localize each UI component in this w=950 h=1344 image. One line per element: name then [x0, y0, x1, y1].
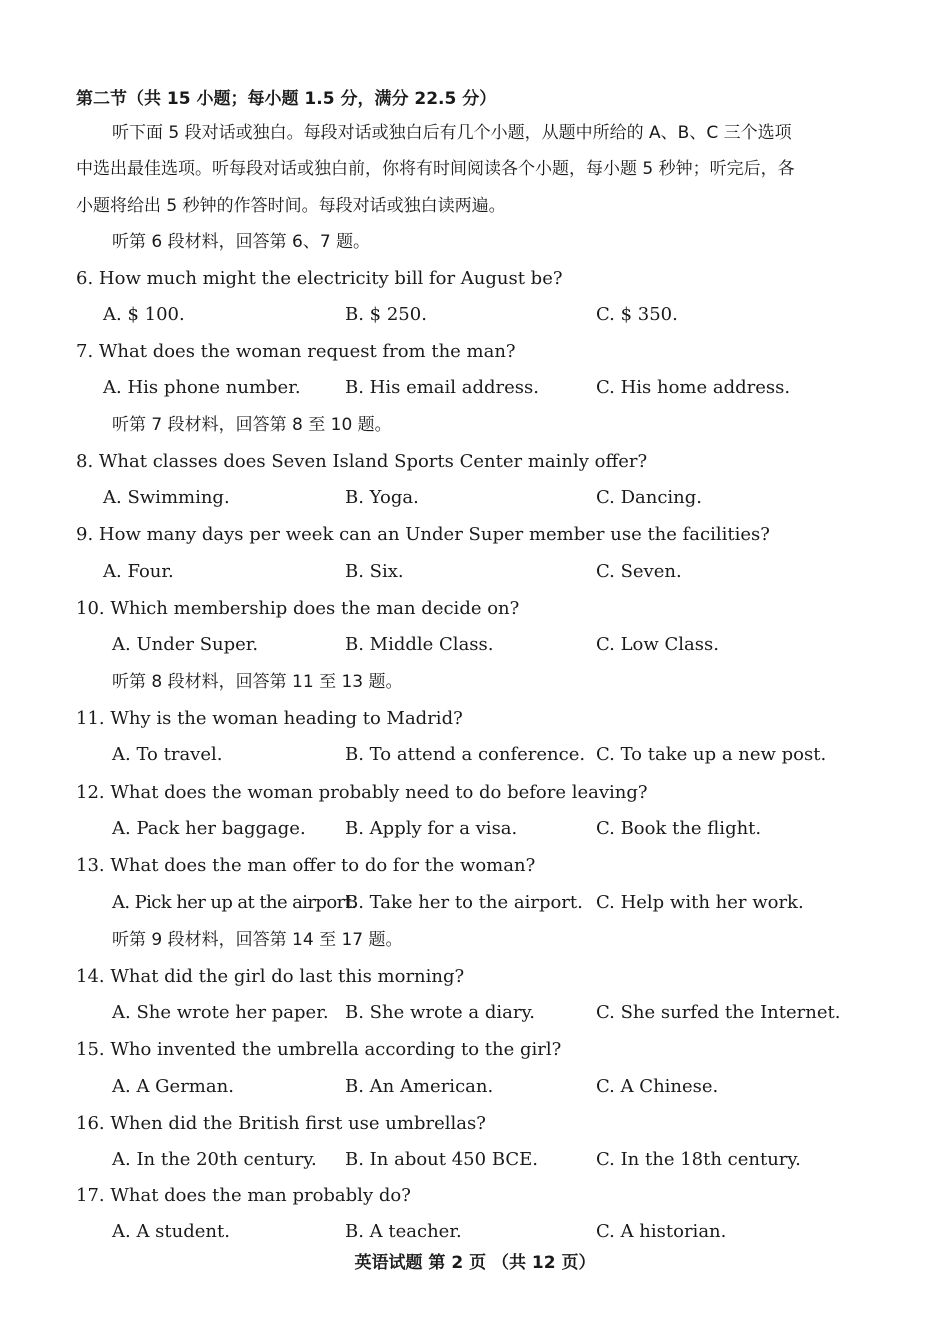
question-14: [76, 965, 464, 989]
question-text: What classes does Seven Island Sports Center mainly offer?: [98, 451, 648, 472]
option-a: A. Four.: [103, 561, 174, 582]
question-6: [76, 267, 563, 291]
option-b: B. A teacher.: [345, 1221, 462, 1242]
group-intro: 听第 9 段材料，回答第 14 至 17 题。: [112, 930, 403, 950]
option-c: C. In the 18th century.: [596, 1149, 801, 1170]
option-a: A. To travel.: [112, 744, 223, 765]
question-number: 12.: [76, 782, 105, 803]
question-text: When did the British first use umbrellas?: [110, 1113, 486, 1134]
option-b: B. Middle Class.: [345, 634, 494, 655]
option-b: B. To attend a conference.: [345, 744, 586, 765]
question-number: 17.: [76, 1185, 105, 1206]
option-b: B. $ 250.: [345, 304, 427, 325]
option-a: A. A German.: [112, 1076, 234, 1097]
option-a: A. In the 20th century.: [112, 1149, 317, 1170]
option-c: C. Seven.: [596, 561, 682, 582]
question-text: Why is the woman heading to Madrid?: [110, 708, 463, 729]
question-text: What does the man probably do?: [110, 1185, 411, 1206]
option-b: B. She wrote a diary.: [345, 1002, 535, 1023]
question-text: Which membership does the man decide on?: [110, 598, 520, 619]
option-b: B. Take her to the airport.: [345, 892, 583, 913]
option-a: A. Pack her baggage.: [112, 818, 306, 839]
option-b: B. His email address.: [345, 377, 540, 398]
option-c: C. His home address.: [596, 377, 791, 398]
option-a: A. She wrote her paper.: [112, 1002, 329, 1023]
option-b: B. Apply for a visa.: [345, 818, 518, 839]
question-number: 16.: [76, 1113, 105, 1134]
option-c: C. She surfed the Internet.: [596, 1002, 841, 1023]
group-intro: 听第 6 段材料，回答第 6、7 题。: [112, 232, 371, 252]
option-a: A. $ 100.: [103, 304, 185, 325]
option-c: C. $ 350.: [596, 304, 678, 325]
question-text: How much might the electricity bill for August be?: [98, 268, 563, 289]
question-11: [76, 707, 463, 731]
option-c: C. Help with her work.: [596, 892, 804, 913]
question-16: [76, 1112, 486, 1136]
question-text: How many days per week can an Under Super member use the facilities?: [98, 524, 770, 545]
question-text: What did the girl do last this morning?: [110, 966, 465, 987]
question-text: What does the man offer to do for the woman?: [110, 855, 536, 876]
option-c: C. Dancing.: [596, 487, 703, 508]
option-a: A. Under Super.: [112, 634, 259, 655]
instruction-line-3: 小题将给出 5 秒钟的作答时间。每段对话或独白读两遍。: [76, 196, 506, 216]
page-footer: 英语试题 第 2 页 （共 12 页）: [354, 1253, 596, 1273]
option-c: C. Low Class.: [596, 634, 719, 655]
instruction-line-2: 中选出最佳选项。听每段对话或独白前，你将有时间阅读各个小题，每小题 5 秒钟；听完后，各: [76, 159, 795, 179]
question-10: [76, 597, 519, 621]
question-text: Who invented the umbrella according to the girl?: [110, 1039, 562, 1060]
question-number: 15.: [76, 1039, 105, 1060]
question-15: [76, 1038, 561, 1062]
group-intro: 听第 8 段材料，回答第 11 至 13 题。: [112, 672, 403, 692]
option-a: A. Swimming.: [103, 487, 230, 508]
option-b: B. Yoga.: [345, 487, 419, 508]
question-number: 7.: [76, 341, 94, 362]
instruction-line-1: 听下面 5 段对话或独白。每段对话或独白后有几个小题，从题中所给的 A、B、C 三个选项: [112, 123, 792, 143]
option-b: B. In about 450 BCE.: [345, 1149, 539, 1170]
question-12: [76, 781, 648, 805]
question-17: [76, 1184, 411, 1208]
option-c: C. A historian.: [596, 1221, 727, 1242]
option-a: A. His phone number.: [103, 377, 301, 398]
question-7: [76, 340, 516, 364]
option-c: C. Book the flight.: [596, 818, 762, 839]
option-c: C. A Chinese.: [596, 1076, 719, 1097]
option-b: B. An American.: [345, 1076, 494, 1097]
question-text: What does the woman probably need to do before leaving?: [110, 782, 648, 803]
section-heading: 第二节（共 15 小题；每小题 1.5 分，满分 22.5 分）: [76, 89, 497, 109]
question-8: [76, 450, 647, 474]
question-number: 9.: [76, 524, 94, 545]
question-13: [76, 854, 535, 878]
option-a: A. Pick her up at the airport.: [112, 892, 357, 913]
question-number: 8.: [76, 451, 94, 472]
question-number: 6.: [76, 268, 94, 289]
option-c: C. To take up a new post.: [596, 744, 827, 765]
group-intro: 听第 7 段材料，回答第 8 至 10 题。: [112, 415, 392, 435]
option-a: A. A student.: [112, 1221, 230, 1242]
question-number: 14.: [76, 966, 105, 987]
option-b: B. Six.: [345, 561, 404, 582]
question-number: 10.: [76, 598, 105, 619]
question-number: 11.: [76, 708, 105, 729]
question-number: 13.: [76, 855, 105, 876]
question-text: What does the woman request from the man?: [98, 341, 516, 362]
question-9: [76, 523, 770, 547]
